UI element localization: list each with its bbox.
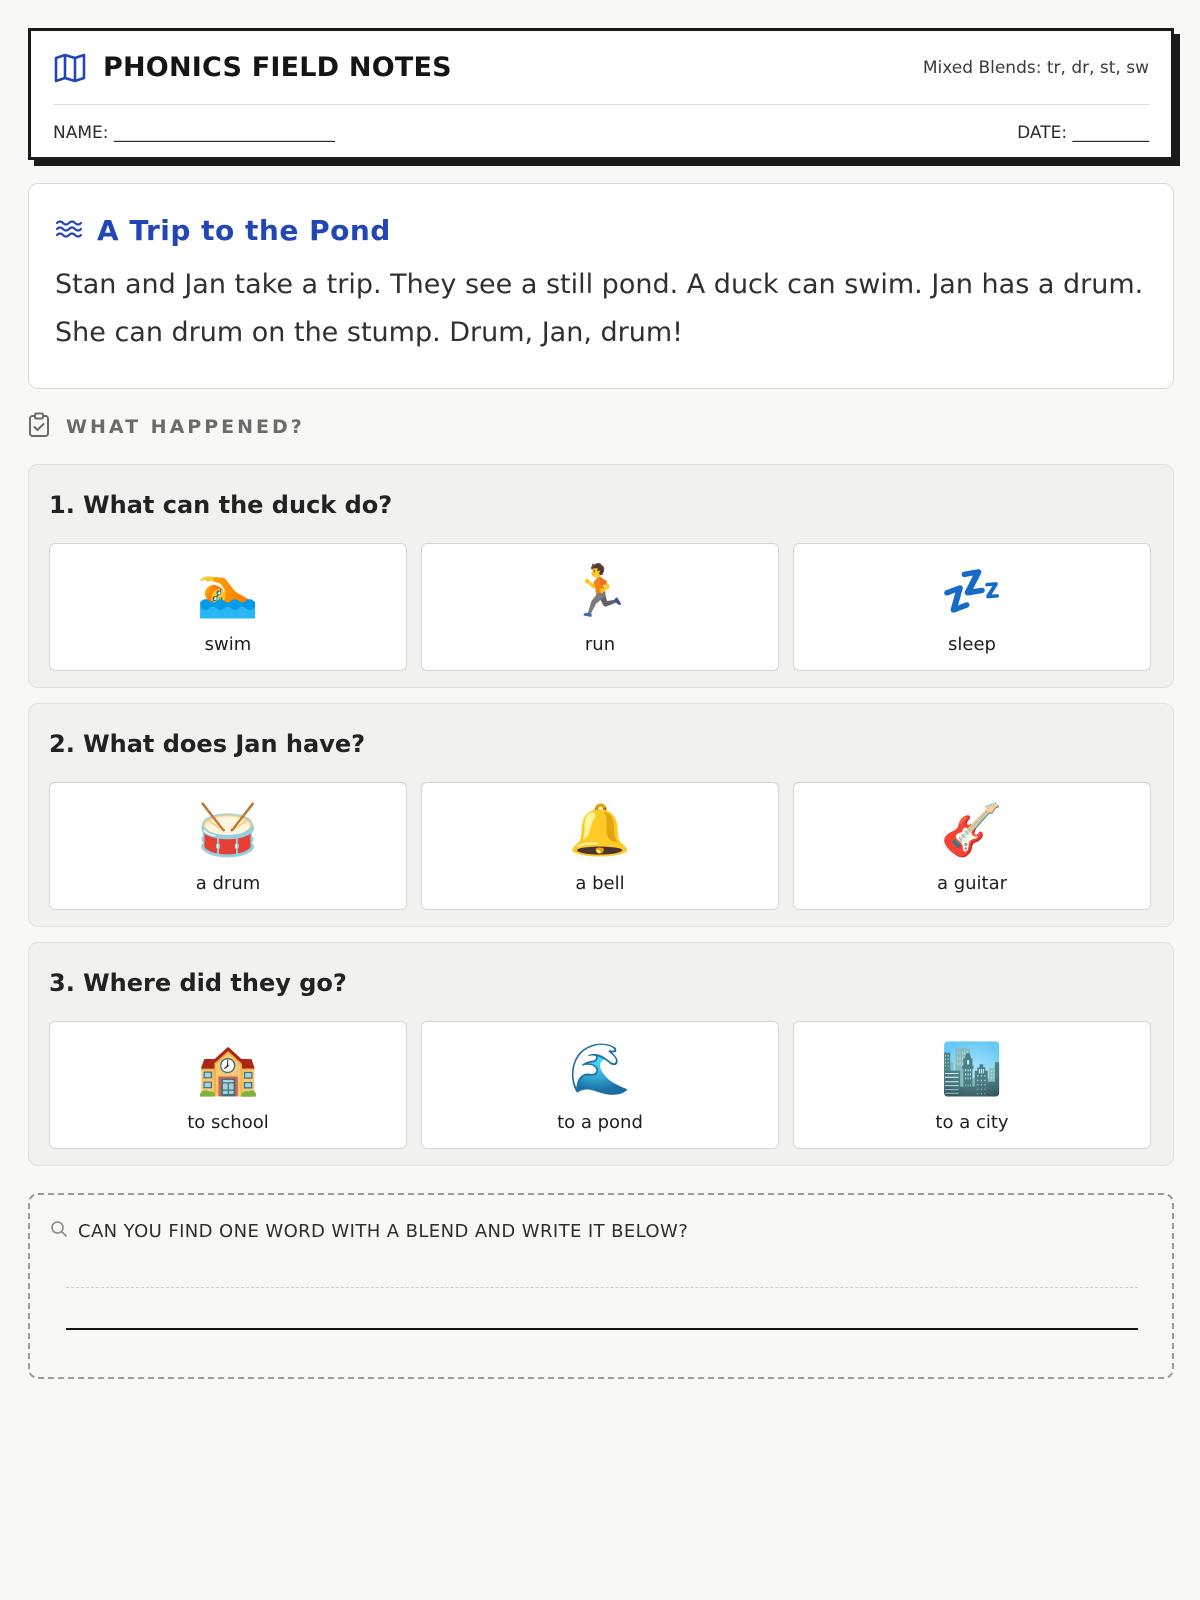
city-icon: 🏙️: [940, 1039, 1004, 1098]
question-card-1: [28, 464, 1174, 688]
page-title: PHONICS FIELD NOTES: [103, 52, 452, 83]
choice-swim[interactable]: [49, 543, 407, 671]
section-heading: [28, 412, 305, 442]
search-icon: [50, 1220, 68, 1243]
choice-bell[interactable]: [421, 782, 779, 910]
swimmer-icon: 🏊: [196, 561, 260, 620]
guide-line: [66, 1287, 1138, 1288]
worksheet-header: [28, 28, 1174, 160]
drum-icon: 🥁: [196, 800, 260, 859]
answer-choices: [49, 543, 1153, 671]
story-line-1: Stan and Jan take a trip. They see a still pond. A duck can swim. Jan has a drum.: [55, 269, 1144, 300]
school-icon: 🏫: [196, 1039, 260, 1098]
waves-icon: [55, 218, 83, 244]
story-card: [28, 183, 1174, 389]
zzz-icon: 💤: [940, 561, 1004, 620]
story-heading: [55, 214, 1147, 247]
question-text: 1. What can the duck do?: [49, 491, 393, 519]
date-field[interactable]: DATE: _________: [1017, 123, 1149, 143]
question-card-3: [28, 942, 1174, 1166]
writing-prompt: [50, 1195, 1138, 1267]
choice-label: to a pond: [557, 1111, 643, 1133]
question-text: 3. Where did they go?: [49, 969, 347, 997]
writing-prompt-text: CAN YOU FIND ONE WORD WITH A BLEND AND WRITE IT BELOW?: [78, 1220, 689, 1242]
name-field[interactable]: NAME: __________________________: [53, 123, 335, 143]
section-title: WHAT HAPPENED?: [66, 416, 305, 438]
choice-label: a guitar: [936, 872, 1008, 894]
choice-label: a drum: [195, 872, 261, 894]
story-text: [55, 261, 1147, 357]
choice-label: swim: [204, 633, 252, 655]
guitar-icon: 🎸: [940, 800, 1004, 859]
answer-line[interactable]: [66, 1328, 1138, 1330]
header-top-row: [53, 31, 1149, 105]
choice-city[interactable]: [793, 1021, 1151, 1149]
choice-run[interactable]: [421, 543, 779, 671]
clipboard-check-icon: [28, 412, 50, 443]
wave-icon: 🌊: [568, 1039, 632, 1098]
choice-sleep[interactable]: [793, 543, 1151, 671]
blend-subject: Mixed Blends: tr, dr, st, sw: [922, 57, 1149, 78]
answer-choices: [49, 782, 1153, 910]
question-text: 2. What does Jan have?: [49, 730, 366, 758]
choice-label: to school: [187, 1111, 269, 1133]
question-card-2: [28, 703, 1174, 927]
choice-label: sleep: [948, 633, 996, 655]
header-bottom-row: [53, 105, 1149, 155]
choice-label: run: [584, 633, 616, 655]
story-line-2: She can drum on the stump. Drum, Jan, drum!: [55, 317, 683, 348]
choice-label: to a city: [935, 1111, 1009, 1133]
choice-pond[interactable]: [421, 1021, 779, 1149]
choice-drum[interactable]: [49, 782, 407, 910]
runner-icon: 🏃: [568, 561, 632, 620]
bell-icon: 🔔: [568, 800, 632, 859]
choice-guitar[interactable]: [793, 782, 1151, 910]
choice-label: a bell: [575, 872, 625, 894]
choice-school[interactable]: [49, 1021, 407, 1149]
map-icon: [53, 52, 87, 84]
brand: [53, 52, 452, 84]
story-title: A Trip to the Pond: [97, 214, 391, 247]
writing-box: [28, 1193, 1174, 1379]
answer-choices: [49, 1021, 1153, 1149]
